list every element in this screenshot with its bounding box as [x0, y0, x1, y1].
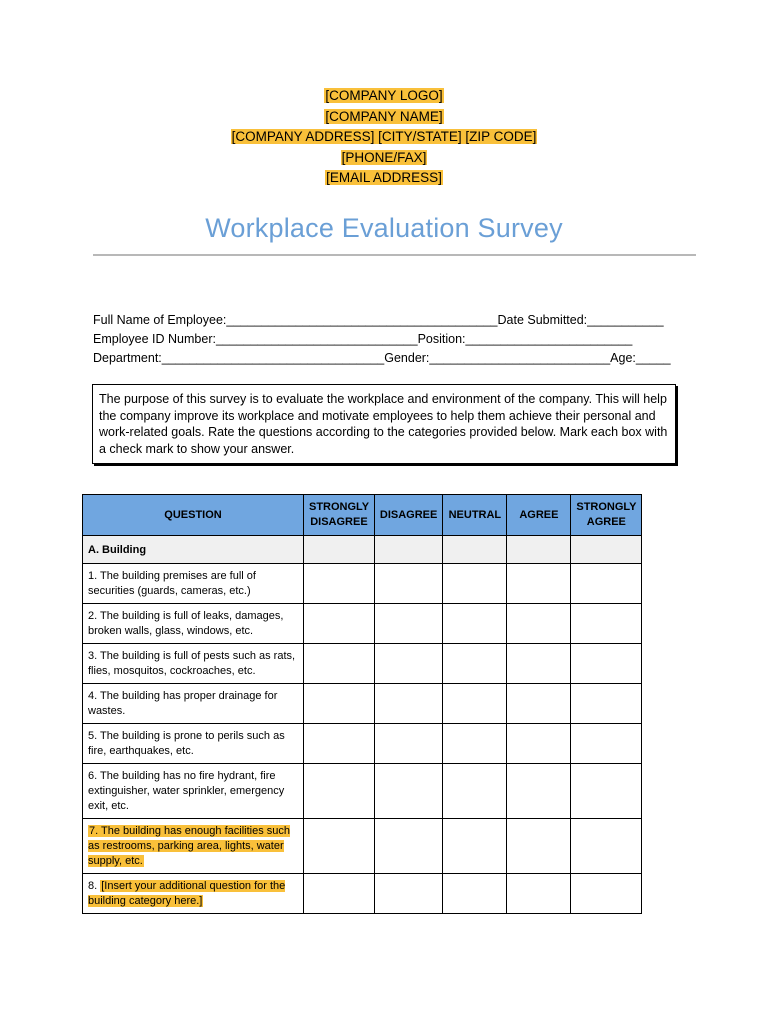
- header-strongly-agree: STRONGLY AGREE: [571, 495, 642, 536]
- answer-cell[interactable]: [571, 819, 642, 874]
- answer-cell[interactable]: [304, 764, 375, 819]
- answer-cell[interactable]: [374, 874, 442, 914]
- employee-info: [93, 311, 671, 368]
- answer-cell[interactable]: [443, 644, 507, 684]
- answer-cell[interactable]: [571, 684, 642, 724]
- table-row: [83, 819, 642, 874]
- header-neutral: NEUTRAL: [443, 495, 507, 536]
- table-row: [83, 684, 642, 724]
- info-line-department[interactable]: Department:________________________________Gender:__________________________Age:_____: [93, 351, 671, 365]
- title-divider: [93, 254, 696, 256]
- company-logo-placeholder: [COMPANY LOGO]: [325, 88, 443, 103]
- question-text: 6. The building has no fire hydrant, fire extinguisher, water sprinkler, emergency exit, etc.: [83, 764, 304, 819]
- answer-cell[interactable]: [443, 874, 507, 914]
- table-header-row: [83, 495, 642, 536]
- answer-cell[interactable]: [571, 724, 642, 764]
- answer-cell[interactable]: [374, 684, 442, 724]
- answer-cell[interactable]: [571, 764, 642, 819]
- answer-cell[interactable]: [304, 564, 375, 604]
- header-question: QUESTION: [83, 495, 304, 536]
- answer-cell[interactable]: [507, 644, 571, 684]
- header-disagree: DISAGREE: [374, 495, 442, 536]
- header-strongly-disagree: STRONGLY DISAGREE: [304, 495, 375, 536]
- answer-cell[interactable]: [304, 604, 375, 644]
- page-title: Workplace Evaluation Survey: [205, 213, 563, 243]
- table-row: [83, 564, 642, 604]
- answer-cell[interactable]: [507, 564, 571, 604]
- answer-cell[interactable]: [571, 644, 642, 684]
- answer-cell[interactable]: [507, 874, 571, 914]
- answer-cell[interactable]: [443, 764, 507, 819]
- category-label: A. Building: [83, 536, 304, 564]
- answer-cell[interactable]: [443, 604, 507, 644]
- category-row: [83, 536, 642, 564]
- header-agree: AGREE: [507, 495, 571, 536]
- table-row: [83, 644, 642, 684]
- question-text: 5. The building is prone to perils such as fire, earthquakes, etc.: [83, 724, 304, 764]
- table-row: [83, 604, 642, 644]
- answer-cell[interactable]: [304, 684, 375, 724]
- company-email-placeholder: [EMAIL ADDRESS]: [326, 170, 442, 185]
- info-line-name[interactable]: Full Name of Employee:_______________________________________Date Submitted:___________: [93, 313, 664, 327]
- question-text-highlighted: 7. The building has enough facilities such as restrooms, parking area, lights, water supply, etc.: [83, 819, 304, 874]
- answer-cell[interactable]: [571, 564, 642, 604]
- answer-cell[interactable]: [571, 604, 642, 644]
- answer-cell[interactable]: [507, 684, 571, 724]
- answer-cell[interactable]: [571, 874, 642, 914]
- table-row: [83, 724, 642, 764]
- answer-cell[interactable]: [443, 724, 507, 764]
- company-phone-placeholder: [PHONE/FAX]: [341, 149, 427, 165]
- question-text: 2. The building is full of leaks, damages, broken walls, glass, windows, etc.: [83, 604, 304, 644]
- company-address-placeholder: [COMPANY ADDRESS] [CITY/STATE] [ZIP CODE]: [231, 129, 537, 144]
- answer-cell[interactable]: [374, 604, 442, 644]
- answer-cell[interactable]: [304, 724, 375, 764]
- answer-cell[interactable]: [507, 819, 571, 874]
- answer-cell[interactable]: [443, 684, 507, 724]
- answer-cell[interactable]: [304, 644, 375, 684]
- company-name-placeholder: [COMPANY NAME]: [325, 108, 443, 124]
- table-row: [83, 874, 642, 914]
- question-text: 4. The building has proper drainage for wastes.: [83, 684, 304, 724]
- question-text: 1. The building premises are full of securities (guards, cameras, etc.): [83, 564, 304, 604]
- table-row: [83, 764, 642, 819]
- company-header: [0, 86, 768, 189]
- info-line-id[interactable]: Employee ID Number:_____________________________Position:________________________: [93, 332, 633, 346]
- survey-table: [82, 494, 642, 914]
- answer-cell[interactable]: [374, 644, 442, 684]
- answer-cell[interactable]: [304, 819, 375, 874]
- question-text: 3. The building is full of pests such as rats, flies, mosquitos, cockroaches, etc.: [83, 644, 304, 684]
- answer-cell[interactable]: [507, 764, 571, 819]
- answer-cell[interactable]: [374, 819, 442, 874]
- answer-cell[interactable]: [374, 724, 442, 764]
- answer-cell[interactable]: [507, 724, 571, 764]
- purpose-box: The purpose of this survey is to evaluate the workplace and environment of the company. This will help the company improve its workplace and motivate employees to help them achieve their personal and work-related goals. Rate the questions according to the categories provided below. Mark each box with a check mark to show your answer.: [92, 384, 676, 464]
- answer-cell[interactable]: [304, 874, 375, 914]
- question-text-placeholder: 8. [Insert your additional question for the building category here.]: [83, 874, 304, 914]
- answer-cell[interactable]: [374, 764, 442, 819]
- answer-cell[interactable]: [443, 819, 507, 874]
- answer-cell[interactable]: [443, 564, 507, 604]
- answer-cell[interactable]: [374, 564, 442, 604]
- answer-cell[interactable]: [507, 604, 571, 644]
